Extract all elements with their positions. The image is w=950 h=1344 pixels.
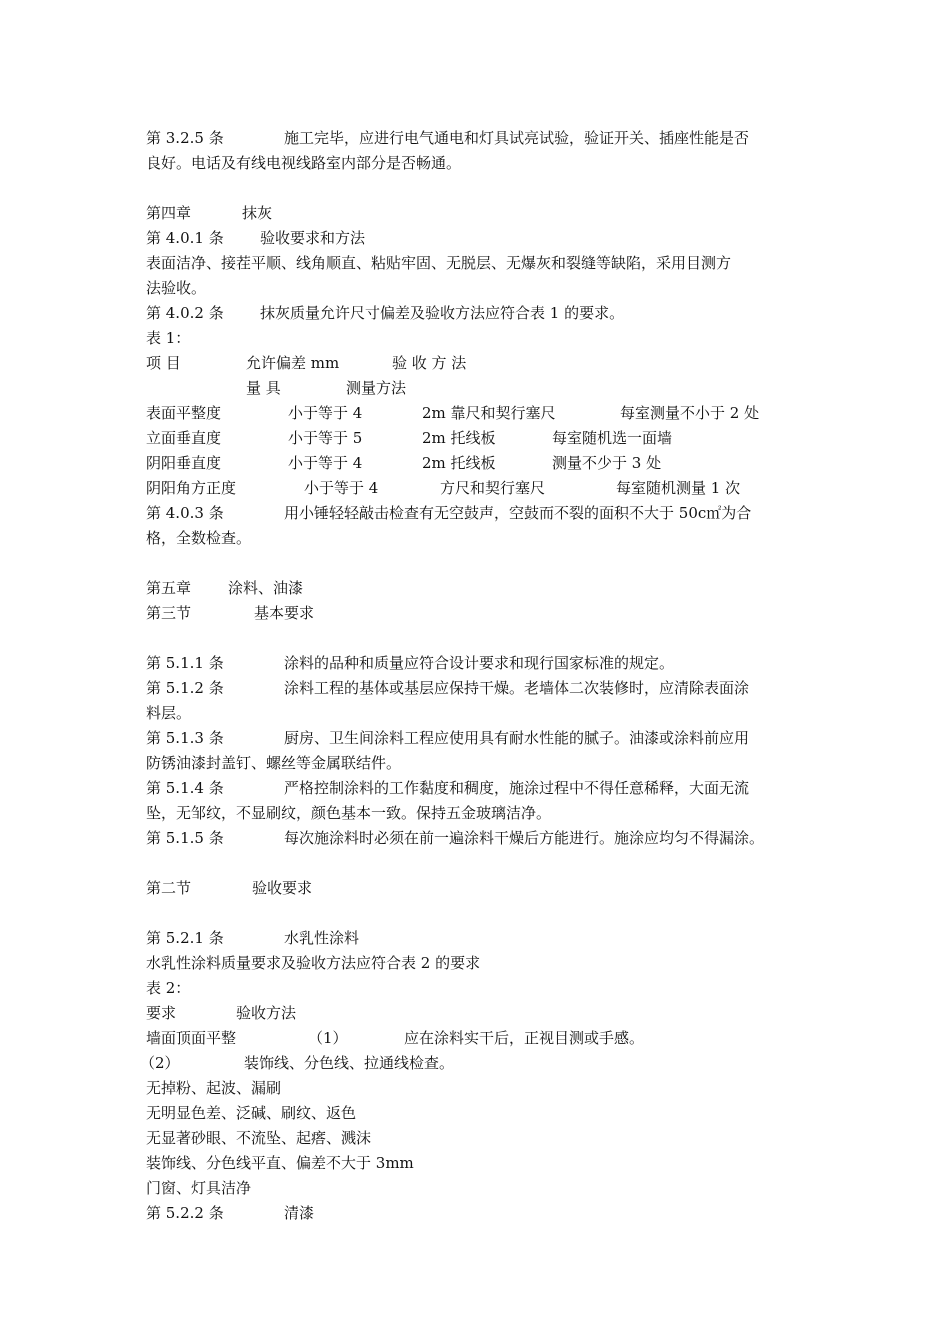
clause-text: 涂料的品种和质量应符合设计要求和现行国家标准的规定。: [284, 654, 675, 672]
clause-text: 抹灰质量允许尺寸偏差及验收方法应符合表 1 的要求。: [260, 304, 625, 322]
clause-text: 格，全数检查。: [146, 529, 252, 547]
table-row: [140, 1051, 826, 1076]
document-page: [140, 126, 826, 1226]
clause-3-2-5-cont: [146, 151, 826, 176]
clause-5-2-2: [146, 1201, 826, 1226]
cell-measure: 每室随机选一面墙: [552, 429, 673, 447]
clause-4-0-1-text: [146, 251, 826, 276]
cell-deviation: 小于等于 5: [288, 429, 363, 447]
header-measure: 测量方法: [346, 379, 407, 397]
clause-4-0-1-cont: [146, 276, 826, 301]
clause-number: 第 4.0.3 条: [146, 504, 224, 522]
clause-4-0-2: [146, 301, 826, 326]
clause-text: 用小锤轻轻敲击检查有无空鼓声，空鼓而不裂的面积不大于 50c㎡为合: [284, 504, 752, 522]
requirement-text: 装饰线、分色线平直、偏差不大于 3mm: [146, 1154, 414, 1172]
cell-index: （2）: [140, 1054, 180, 1072]
cell-tool: 2m 靠尺和契行塞尺: [422, 404, 556, 422]
cell-item: 表面平整度: [146, 404, 222, 422]
section-number: 第三节: [146, 604, 192, 622]
clause-text: 坠，无邹纹，不显刷纹，颜色基本一致。保持五金玻璃洁净。: [146, 804, 552, 822]
list-item: [146, 1076, 826, 1101]
section-title: 验收要求: [252, 879, 313, 897]
clause-4-0-1: [146, 226, 826, 251]
table-row: [146, 451, 826, 476]
clause-text: 涂料工程的基体或基层应保持干燥。老墙体二次装修时，应清除表面涂: [284, 679, 750, 697]
table-1-header: [146, 351, 826, 376]
table-1-label: [146, 326, 826, 351]
cell-deviation: 小于等于 4: [288, 454, 363, 472]
table-row: [146, 476, 826, 501]
list-item: [146, 1101, 826, 1126]
cell-item: 立面垂直度: [146, 429, 222, 447]
cell-measure: 每室随机测量 1 次: [616, 479, 741, 497]
clause-number: 第 5.1.3 条: [146, 729, 224, 747]
clause-text: 表面洁净、接茬平顺、线角顺直、粘贴牢固、无脱层、无爆灰和裂缝等缺陷，采用目测方: [146, 254, 732, 272]
cell-tool: 方尺和契行塞尺: [440, 479, 546, 497]
clause-text: 厨房、卫生间涂料工程应使用具有耐水性能的腻子。油漆或涂料前应用: [284, 729, 750, 747]
clause-text: 水乳性涂料质量要求及验收方法应符合表 2 的要求: [146, 954, 481, 972]
section-title: 基本要求: [254, 604, 315, 622]
clause-3-2-5: [146, 126, 826, 151]
clause-number: 第 5.1.4 条: [146, 779, 224, 797]
cell-method: 应在涂料实干后，正视目测或手感。: [404, 1029, 645, 1047]
chapter-5-heading: [146, 576, 826, 601]
table-row: [146, 401, 826, 426]
cell-index: （1）: [308, 1029, 348, 1047]
table-2-header: [146, 1001, 826, 1026]
cell-item: 阴阳角方正度: [146, 479, 237, 497]
table-label: 表 2：: [146, 979, 191, 997]
list-item: [146, 1151, 826, 1176]
cell-item: 阴阳垂直度: [146, 454, 222, 472]
cell-deviation: 小于等于 4: [288, 404, 363, 422]
clause-5-2-1-text: [146, 951, 826, 976]
clause-title: 水乳性涂料: [284, 929, 360, 947]
requirement-text: 无掉粉、起波、漏刷: [146, 1079, 282, 1097]
clause-5-1-4-cont: [146, 801, 826, 826]
clause-title: 验收要求和方法: [260, 229, 366, 247]
clause-text: 防锈油漆封盖钉、螺丝等金属联结件。: [146, 754, 402, 772]
clause-text: 良好。电话及有线电视线路室内部分是否畅通。: [146, 154, 462, 172]
cell-measure: 每室测量不小于 2 处: [620, 404, 760, 422]
clause-5-1-2-cont: [146, 701, 826, 726]
chapter-title: 抹灰: [242, 204, 273, 222]
clause-text: 法验收。: [146, 279, 207, 297]
table-label: 表 1：: [146, 329, 191, 347]
header-method: 验收方法: [236, 1004, 297, 1022]
clause-number: 第 5.2.1 条: [146, 929, 224, 947]
cell-measure: 测量不少于 3 处: [552, 454, 662, 472]
cell-deviation: 小于等于 4: [304, 479, 379, 497]
table-1-subheader: [146, 376, 826, 401]
header-method: 验 收 方 法: [392, 354, 467, 372]
requirement-text: 无显著砂眼、不流坠、起瘩、溅沫: [146, 1129, 372, 1147]
cell-tool: 2m 托线板: [422, 454, 496, 472]
clause-4-0-3-cont: [146, 526, 826, 551]
header-item: 项 目: [146, 354, 181, 372]
chapter-4-heading: [146, 201, 826, 226]
clause-number: 第 5.1.1 条: [146, 654, 224, 672]
clause-5-1-3: [146, 726, 826, 751]
header-tool: 量 具: [246, 379, 281, 397]
requirement-text: 门窗、灯具洁净: [146, 1179, 252, 1197]
clause-5-2-1: [146, 926, 826, 951]
list-item: [146, 1126, 826, 1151]
clause-text: 料层。: [146, 704, 192, 722]
clause-5-1-2: [146, 676, 826, 701]
clause-number: 第 5.2.2 条: [146, 1204, 224, 1222]
clause-number: 第 4.0.1 条: [146, 229, 224, 247]
chapter-number: 第四章: [146, 204, 192, 222]
section-number: 第二节: [146, 879, 192, 897]
chapter-number: 第五章: [146, 579, 192, 597]
list-item: [146, 1176, 826, 1201]
clause-5-1-1: [146, 651, 826, 676]
requirement-text: 无明显色差、泛碱、刷纹、返色: [146, 1104, 357, 1122]
clause-5-1-3-cont: [146, 751, 826, 776]
section-2-heading: [146, 876, 826, 901]
table-row: [146, 426, 826, 451]
table-row: [146, 1026, 826, 1051]
clause-text: 施工完毕，应进行电气通电和灯具试亮试验，验证开关、插座性能是否: [284, 129, 750, 147]
cell-item: 墙面顶面平整: [146, 1029, 237, 1047]
clause-text: 每次施涂料时必须在前一遍涂料干燥后方能进行。施涂应均匀不得漏涂。: [284, 829, 765, 847]
chapter-title: 涂料、油漆: [228, 579, 304, 597]
clause-title: 清漆: [284, 1204, 315, 1222]
clause-5-1-4: [146, 776, 826, 801]
header-deviation: 允许偏差 mm: [246, 354, 340, 372]
clause-number: 第 3.2.5 条: [146, 129, 224, 147]
cell-method: 装饰线、分色线、拉通线检查。: [244, 1054, 455, 1072]
section-3-heading: [146, 601, 826, 626]
clause-text: 严格控制涂料的工作黏度和稠度，施涂过程中不得任意稀释，大面无流: [284, 779, 750, 797]
header-requirement: 要求: [146, 1004, 177, 1022]
clause-number: 第 4.0.2 条: [146, 304, 224, 322]
clause-5-1-5: [146, 826, 826, 851]
clause-4-0-3: [146, 501, 826, 526]
cell-tool: 2m 托线板: [422, 429, 496, 447]
clause-number: 第 5.1.5 条: [146, 829, 224, 847]
table-2-label: [146, 976, 826, 1001]
clause-number: 第 5.1.2 条: [146, 679, 224, 697]
